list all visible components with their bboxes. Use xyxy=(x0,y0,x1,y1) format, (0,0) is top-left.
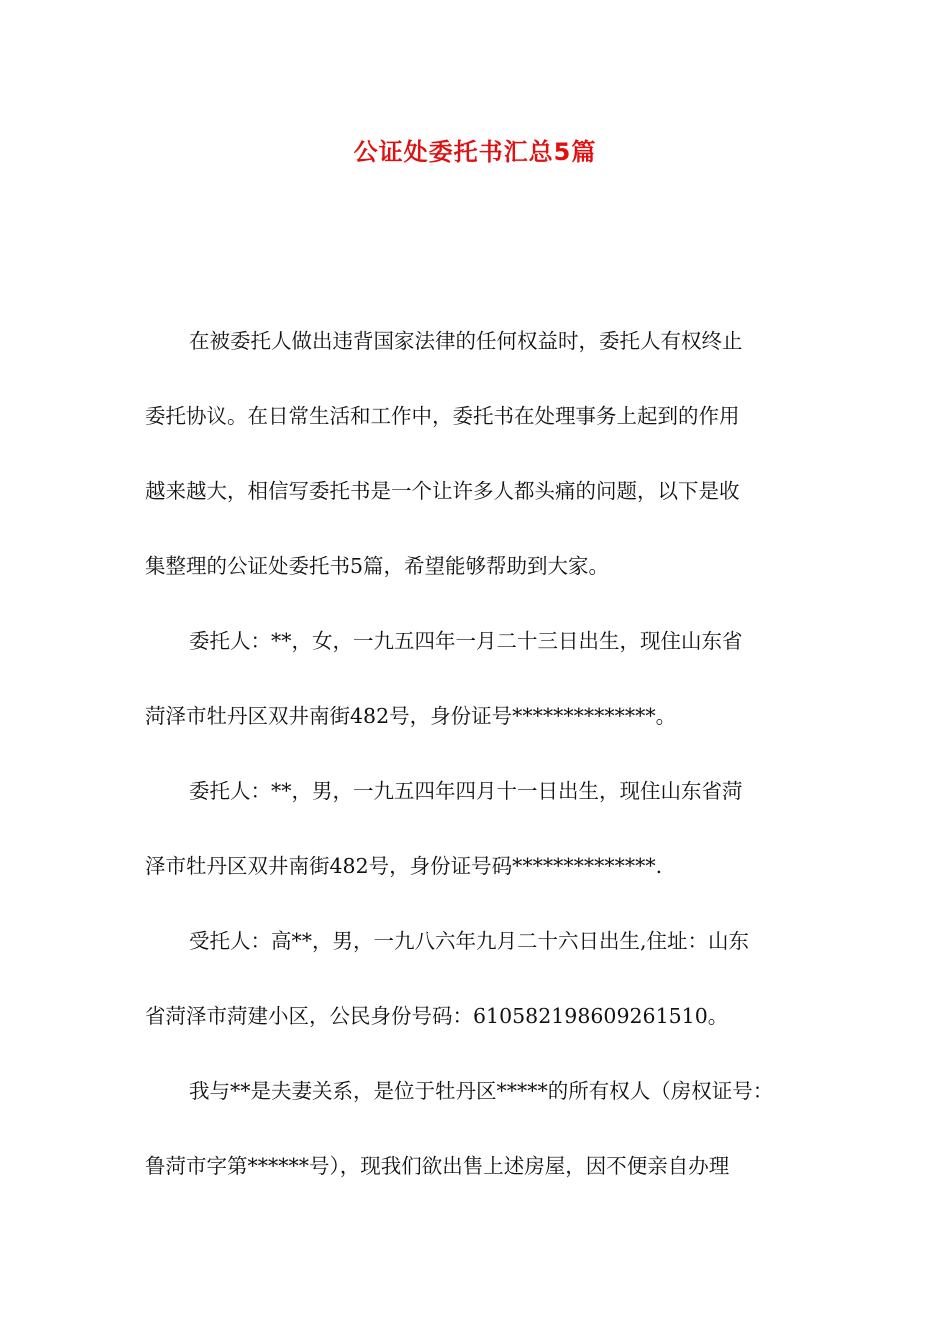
paragraph-line: 委托人：**，女，一九五四年一月二十三日出生，现住山东省 xyxy=(189,629,743,653)
paragraph-line: 越来越大，相信写委托书是一个让许多人都头痛的问题，以下是收 xyxy=(145,479,740,503)
paragraph-line: 我与**是夫妻关系，是位于牡丹区*****的所有权人（房权证号： xyxy=(189,1079,774,1103)
paragraph-line: 在被委托人做出违背国家法律的任何权益时，委托人有权终止 xyxy=(189,329,743,353)
paragraph-line: 受托人：高**，男，一九八六年九月二十六日出生,住址：山东 xyxy=(189,929,750,953)
paragraph-line: 委托协议。在日常生活和工作中，委托书在处理事务上起到的作用 xyxy=(145,404,740,428)
paragraph-line: 集整理的公证处委托书5篇，希望能够帮助到大家。 xyxy=(145,554,610,578)
paragraph-line: 委托人：**，男，一九五四年四月十一日出生，现住山东省菏 xyxy=(189,779,743,803)
paragraph-line: 省菏泽市菏建小区，公民身份号码：610582198609261510。 xyxy=(145,1004,729,1028)
paragraph-line: 泽市牡丹区双井南街482号，身份证号码**************. xyxy=(145,854,663,878)
document-title: 公证处委托书汇总5篇 xyxy=(353,138,597,166)
document-body xyxy=(145,318,810,1218)
paragraph-line: 菏泽市牡丹区双井南街482号，身份证号**************。 xyxy=(145,704,677,728)
paragraph-line: 鲁菏市字第******号），现我们欲出售上述房屋，因不便亲自办理 xyxy=(145,1154,730,1178)
